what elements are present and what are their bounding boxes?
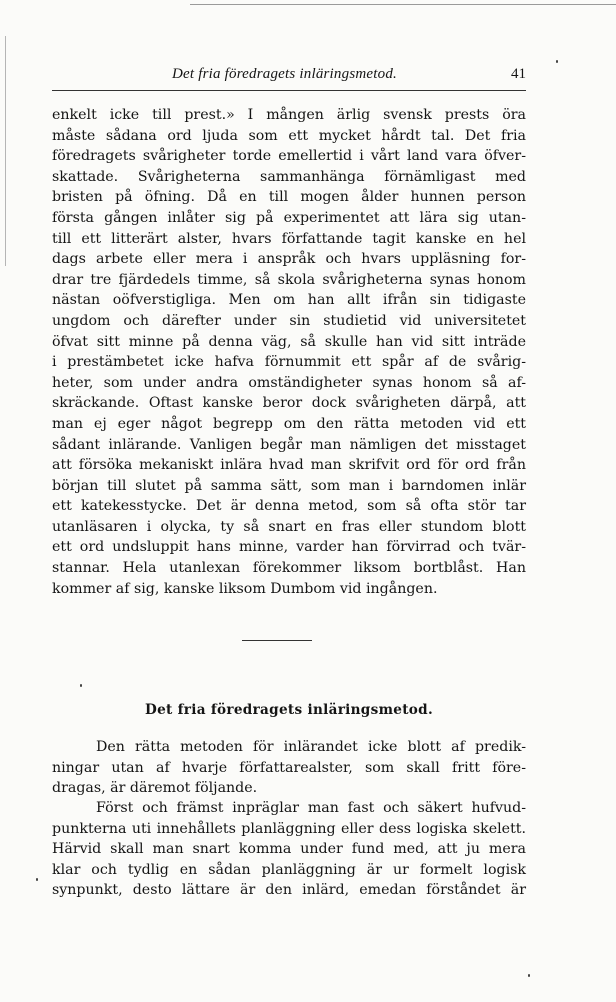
- print-speck: [36, 878, 38, 881]
- text-line: sådant inlärande. Vanligen begår man nämligen det misstaget: [52, 436, 526, 453]
- text-line: stannar. Hela utanlexan förekommer liksom bortblåst. Han: [52, 560, 526, 577]
- running-head: [52, 66, 526, 86]
- text-line: föredragets svårigheter torde emellertid i vårt land vara öfver-: [52, 148, 526, 165]
- text-line: skräckande. Oftast kanske beror dock svårigheten därpå, att: [52, 395, 526, 412]
- section-heading: Det fria föredragets inläringsmetod.: [145, 702, 433, 718]
- text-line: enkelt icke till prest.» I mången ärlig svensk prests öra: [52, 107, 526, 123]
- print-speck: [528, 974, 530, 977]
- text-line: öfvat sitt minne på denna väg, så skulle han vid sitt inträde: [52, 333, 526, 350]
- text-line: Först och främst inpräglar man fast och säkert hufvud-: [96, 800, 526, 816]
- text-line: ett ord undsluppit hans minne, varder han förvirrad och tvär-: [52, 539, 526, 556]
- text-line: Den rätta metoden för inlärandet icke blott af predik-: [96, 739, 526, 755]
- text-line: början till slutet på samma sätt, som man i barndomen inlär: [52, 477, 526, 494]
- text-line: skattade. Svårigheterna sammanhänga förnämligast med: [52, 168, 526, 185]
- page-left-edge: [5, 36, 6, 266]
- print-speck: [80, 684, 82, 687]
- section-divider: [242, 640, 312, 641]
- text-line: till ett litterärt alster, hvars författande tagit kanske en hel: [52, 230, 526, 247]
- text-line: i prestämbetet icke hafva förnummit ett spår af de svårig-: [52, 354, 526, 371]
- text-line: ningar utan af hvarje författarealster, som skall fritt före-: [52, 759, 526, 776]
- paragraph-continued: [52, 105, 526, 599]
- text-line: måste sådana ord ljuda som ett mycket hårdt tal. Det fria: [52, 127, 526, 144]
- text-line: klar och tydlig en sådan planläggning är ur formelt logisk: [52, 861, 526, 878]
- text-line: ett katekesstycke. Det är denna metod, som så ofta stör tar: [52, 498, 526, 515]
- running-title: Det fria föredragets inläringsmetod.: [172, 66, 397, 82]
- print-speck: [556, 60, 558, 63]
- text-line: punkterna uti innehållets planläggning eller dess logiska skelett.: [52, 820, 526, 837]
- page-number: 41: [511, 66, 526, 82]
- text-line: första gången inlåter sig på experimentet att lära sig utan-: [52, 209, 526, 226]
- text-line: synpunkt, desto lättare är den inlärd, emedan förståndet är: [52, 882, 526, 899]
- text-line: dragas, är däremot följande.: [52, 780, 258, 797]
- header-rule: [52, 90, 526, 91]
- text-line: ungdom och därefter under sin studietid vid universitetet: [52, 312, 526, 329]
- text-line: utanläsaren i olycka, ty så snart en fras eller stundom blott: [52, 518, 526, 535]
- text-line: man ej eger något begrepp om den rätta metoden vid ett: [52, 415, 526, 432]
- section-paragraph-1: [52, 737, 526, 799]
- section-paragraph-2: [52, 798, 526, 901]
- text-line: dags arbete eller mera i anspråk och hvars uppläsning for-: [52, 251, 526, 268]
- text-line: kommer af sig, kanske liksom Dumbom vid ingången.: [52, 580, 438, 597]
- text-line: Härvid skall man snart komma under fund med, att ju mera: [52, 841, 526, 858]
- text-line: bristen på öfning. Då en till mogen ålder hunnen person: [52, 189, 526, 206]
- text-line: nästan oöfverstigliga. Men om han allt ifrån sin tidigaste: [52, 292, 526, 309]
- text-line: att försöka mekaniskt inlära hvad man skrifvit ord för ord från: [52, 457, 526, 474]
- page-edge-rule: [190, 4, 616, 5]
- text-line: drar tre fjärdedels timme, så skola svårigheterna synas honom: [52, 271, 526, 288]
- text-line: heter, som under andra omständigheter synas honom så af-: [52, 374, 526, 391]
